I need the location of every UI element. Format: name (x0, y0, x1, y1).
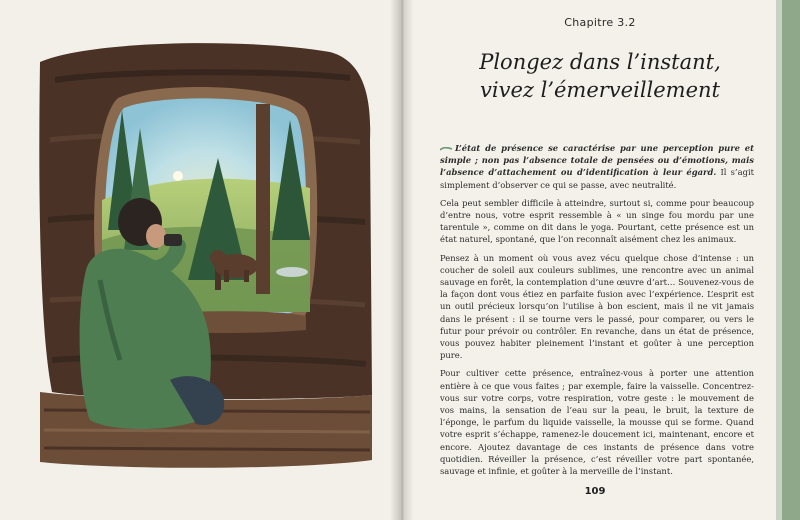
book-gutter (390, 0, 414, 520)
chapter-label: Chapitre 3.2 (564, 16, 636, 29)
paragraph-2: Cela peut sembler difficile à atteindre, surtout si, comme pour beaucoup d’entre nous, votre esprit ressemble à « un singe fou mordu par une tarentule », comme on dit dans le yoga. Pourtant, cette présence est un état naturel, spontané, que l’on reconnaît aisément chez les animaux. (440, 197, 754, 245)
lead-rest: Il s’agit simplement d’observer ce qui se passe, avec neutralité. (440, 167, 754, 190)
swash-ornament-icon (440, 147, 452, 151)
green-page-edge (782, 0, 800, 520)
paragraph-4: Pour cultiver cette présence, entraînez-vous à porter une attention entière à ce que vous faites ; par exemple, faire la vaisselle. Concentrez-vous sur votre corps, votre respiration, votre geste : le mouvement de vos mains, la sensation de l’eau sur la peau, le bruit, la texture de l’éponge, le parfum du liquide vaisselle, la mousse qui se forme. Quand votre esprit s’échappe, ramenez-le doucement ici, maintenant, encore et encore. Ajoutez davantage de ces instants de présence dans votre quotidien. Réveiller la présence, c’est réveiller votre part spontanée, sauvage et infinie, et goûter à la merveille de l’instant. (440, 368, 754, 477)
chapter-body (440, 142, 754, 483)
title-line-2: vivez l’émerveillement (480, 78, 720, 102)
lead-sentence: L’état de présence se caractérise par une perception pure et simple ; non pas l’absence totale de pensées ou d’émotions, mais l’absence d’attachement ou d’identification à leur égard. (440, 143, 754, 178)
title-line-1: Plongez dans l’instant, (479, 50, 721, 74)
paragraph-1 (440, 142, 754, 191)
paragraph-3: Pensez à un moment où vous avez vécu quelque chose d’intense : un coucher de soleil aux couleurs sublimes, une rencontre avec un animal sauvage en forêt, la contemplation d’une œuvre d’art… Souvenez-vous de la façon dont vous étiez en parfaite fusion avec l’expérience. L’esprit est un outil précieux lorsqu’on l’utilise à bon escient, mais il ne vit jamais dans le présent : il se tourne vers le passé, pour comparer, ou vers le futur pour prévoir ou contrôler. En revanche, dans un état de présence, vous pouvez habiter pleinement l’instant et goûter à une perception pure. (440, 252, 754, 361)
chapter-title (460, 48, 740, 104)
page-number: 109 (584, 486, 606, 497)
